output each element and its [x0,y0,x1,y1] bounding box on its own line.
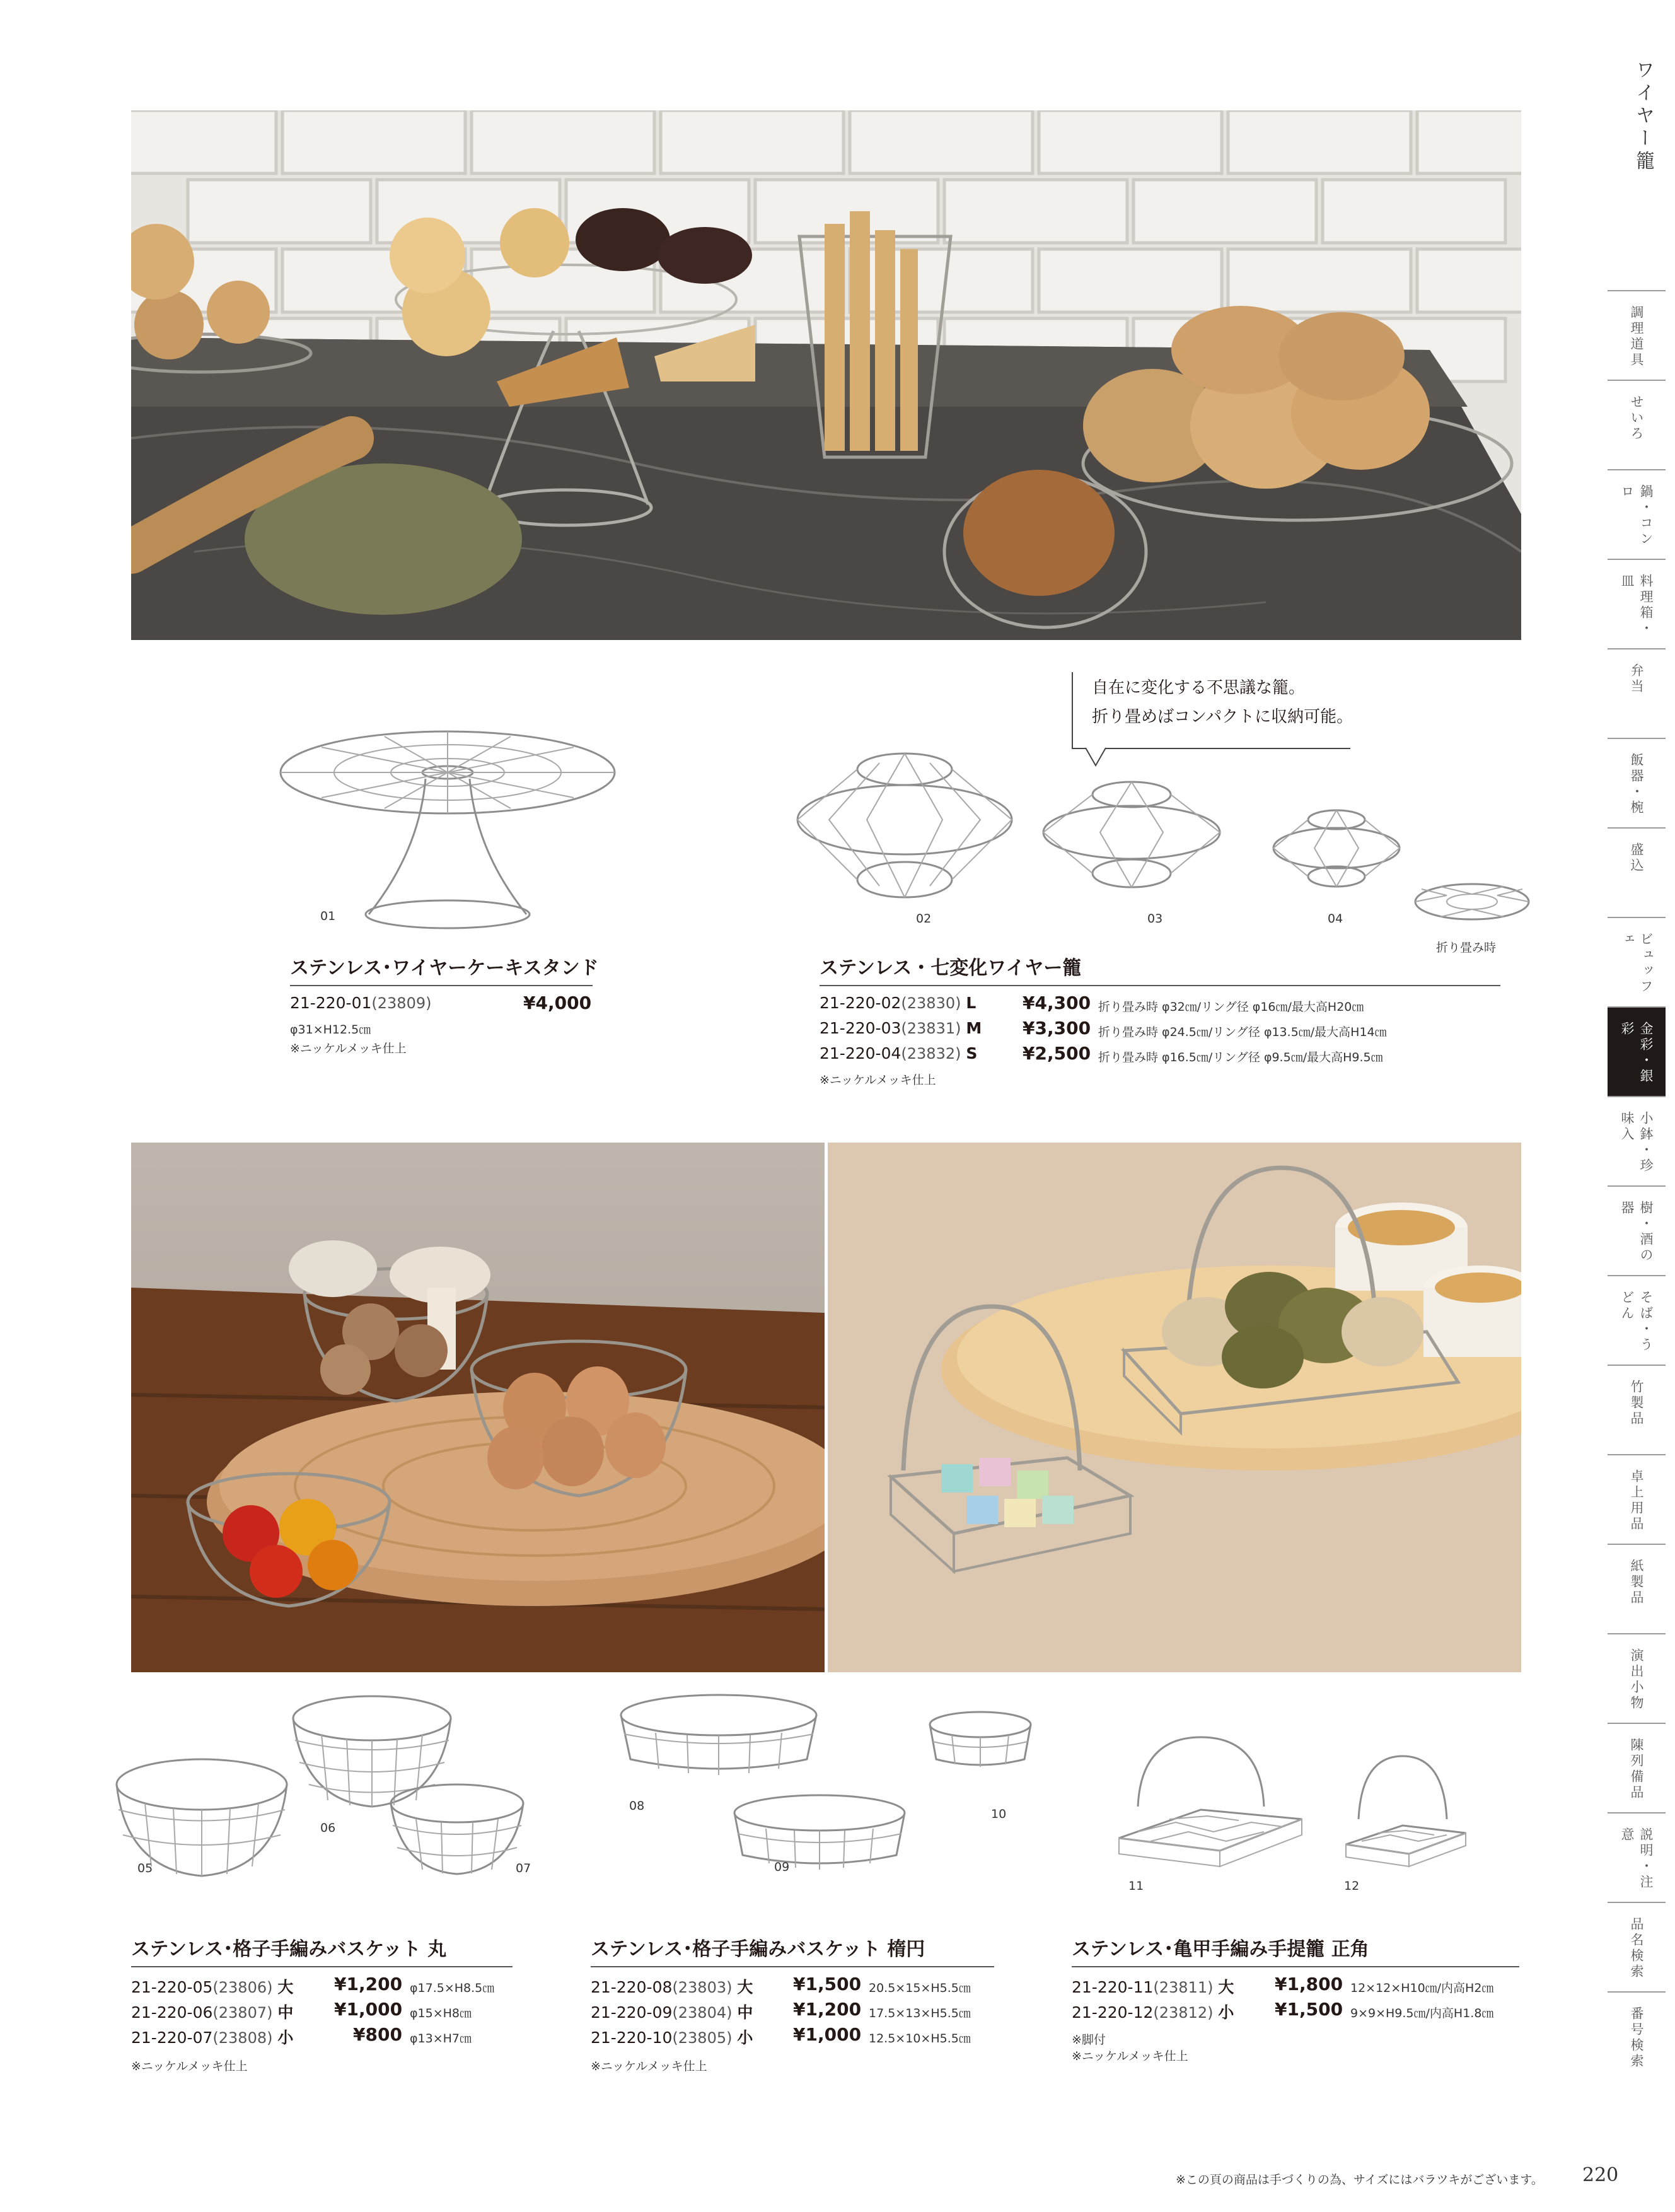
sidebar-item-food-boxes[interactable] [1608,559,1666,648]
catalog-number: (23805) [672,2029,733,2047]
handle-basket-image [1113,1725,1478,1882]
sidebar-item-pots[interactable] [1608,469,1666,559]
sidebar-item-cooking-tools[interactable] [1608,290,1666,380]
cake-stand-image [271,725,624,933]
product-note-legs: ※脚付 [1072,2033,1106,2047]
product-spec [1098,1022,1387,1040]
sidebar-item-label: 小鉢・珍味入 [1620,1111,1654,1174]
sidebar-item-label: 飯器・椀 [1629,753,1644,816]
page-number: 220 [1582,2164,1619,2186]
price-value: ¥1,800 [1275,1974,1343,1994]
sidebar-item-bamboo[interactable] [1608,1365,1666,1454]
product-row [591,1975,753,1998]
product-note: ※ニッケルメッキ仕上 [591,2059,707,2073]
size-label: 大 [737,1978,753,1996]
product-price [1023,1018,1091,1039]
product-code: 21-220-10 [591,2029,673,2047]
product-note: ※ニッケルメッキ仕上 [290,1042,407,1056]
spec-value: φ17.5×H8.5㎝ [410,1981,495,1995]
catalog-number: (23806) [212,1979,273,1996]
catalog-number: (23811) [1153,1979,1214,1996]
catalog-number: (23808) [212,2029,273,2047]
product-spec [1098,1047,1383,1065]
size-label: M [966,1019,982,1037]
sidebar-item-label: 卓上用品 [1629,1469,1644,1532]
item-number-08: 08 [629,1799,645,1813]
size-label: 小 [737,2029,753,2047]
product-row [131,2000,293,2023]
size-label: 中 [737,2003,753,2022]
product-price [353,2024,402,2045]
item-number-02: 02 [916,912,932,926]
product-row [131,2025,293,2048]
callout-line-1: 自在に変化する不思議な籠。 [1092,678,1306,697]
product-price [793,1999,861,2020]
product-code: 21-220-03 [820,1019,901,1037]
price-value: ¥800 [353,2024,402,2045]
product-spec [410,1977,494,1996]
sidebar-item-label: 料理箱・皿 [1620,574,1654,637]
product-spec [410,2028,472,2046]
product-price [1023,992,1091,1013]
product-code: 21-220-04 [820,1044,901,1062]
spec-value: 折り畳み時 φ16.5㎝/リング径 φ9.5㎝/最大高H9.5㎝ [1098,1051,1383,1064]
catalog-number: (23809) [371,994,432,1012]
product-spec: φ31×H12.5㎝ [290,1023,371,1037]
product-note: ※ニッケルメッキ仕上 [131,2059,248,2073]
catalog-number: (23831) [901,1020,961,1037]
callout-box [1072,672,1353,749]
product-title-round-basket: ステンレス･格子手編みバスケット 丸 [131,1938,447,1960]
price-value: ¥4,000 [523,992,592,1013]
folding-basket-image [791,744,1532,927]
sidebar-item-label: 金彩・銀彩 [1620,1022,1654,1085]
catalog-number: (23804) [672,2004,733,2022]
product-spec [1098,996,1364,1015]
product-note: ※ニッケルメッキ仕上 [1072,2049,1188,2063]
product-code: 21-220-08 [591,1978,673,1996]
item-number-03: 03 [1147,912,1163,926]
sidebar-item-props[interactable] [1608,1633,1666,1723]
sidebar-item-label: 調理道具 [1629,305,1644,368]
sidebar-item-display[interactable] [1608,1723,1666,1812]
sidebar-item-label: 番号検索 [1629,2006,1644,2069]
sidebar-item-bento[interactable] [1608,648,1666,738]
price-value: ¥2,500 [1023,1043,1091,1064]
sidebar-nav [1608,290,1666,2081]
sidebar-item-label: 品名検索 [1629,1917,1644,1980]
item-number-06: 06 [320,1821,336,1835]
product-price [793,1974,861,1994]
product-price [1023,1043,1091,1064]
item-number-07: 07 [516,1861,531,1875]
title-rule [591,1966,994,1967]
sidebar-item-label: 竹製品 [1629,1380,1644,1427]
price-value: ¥3,300 [1023,1018,1091,1039]
product-title-oval-basket: ステンレス･格子手編みバスケット 楕円 [591,1938,925,1960]
photo-round-baskets [131,1143,825,1672]
item-number-11: 11 [1128,1879,1144,1893]
product-code: 21-220-05 [131,1978,213,1996]
product-code: 21-220-01 [290,994,372,1012]
photo-handle-baskets [828,1143,1521,1672]
sidebar-item-tabletop[interactable] [1608,1454,1666,1544]
sidebar-item-label: 弁当 [1629,663,1644,695]
size-label: 中 [277,2003,294,2022]
spec-value: 9×9×H9.5㎝/内高H1.8㎝ [1350,2006,1494,2020]
title-rule [1072,1966,1519,1967]
product-price [793,2024,861,2045]
catalog-number: (23803) [672,1979,733,1996]
title-rule [290,985,593,986]
product-row [1072,2000,1234,2023]
spec-value: 折り畳み時 φ24.5㎝/リング径 φ13.5㎝/最大高H14㎝ [1098,1025,1387,1039]
product-price [334,1999,402,2020]
price-value: ¥1,000 [334,1999,403,2020]
sidebar-item-name-search[interactable] [1608,1902,1666,1991]
product-row [591,2000,753,2023]
product-spec [1350,2003,1493,2021]
product-price [523,992,591,1013]
spec-value: 17.5×13×H5.5㎝ [869,2006,971,2020]
product-spec [1350,1977,1493,1996]
product-spec [869,1977,971,1996]
size-label: 大 [1218,1978,1234,1996]
size-label: 大 [277,1978,294,1996]
folded-label: 折り畳み時 [1436,941,1497,955]
sidebar-item-sake-ware[interactable] [1608,1185,1666,1275]
item-number-01: 01 [320,909,336,923]
sidebar-item-label: ビュッフェ [1620,932,1654,995]
footer-note: ※この頁の商品は手づくりの為、サイズにはバラツキがございます。 [1176,2173,1543,2187]
product-row [820,1019,982,1037]
product-row [820,994,976,1012]
catalog-number: (23807) [212,2004,273,2022]
product-title-cake-stand: ステンレス･ワイヤーケーキスタンド [290,957,599,979]
size-label: S [966,1044,978,1062]
title-rule [820,985,1500,986]
sidebar-item-seiro[interactable] [1608,380,1666,469]
product-spec [410,2003,472,2021]
size-label: 小 [1218,2003,1234,2022]
product-code: 21-220-12 [1072,2003,1154,2022]
item-number-10: 10 [991,1807,1007,1821]
price-value: ¥1,500 [793,1974,862,1994]
product-code: 21-220-09 [591,2003,673,2022]
catalog-number: (23812) [1153,2004,1214,2022]
catalog-number: (23830) [901,994,961,1012]
price-value: ¥1,200 [334,1974,403,1994]
product-code: 21-220-06 [131,2003,213,2022]
product-row [131,1975,293,1998]
sidebar-item-label: 演出小物 [1629,1648,1644,1711]
hero-photo-bakery [131,110,1521,640]
product-code: 21-220-02 [820,994,901,1012]
round-basket-image [113,1690,574,1879]
section-title: ワイヤー籠 [1632,60,1654,173]
product-price [1275,1974,1343,1994]
sidebar-item-notes[interactable] [1608,1812,1666,1902]
price-value: ¥1,000 [793,2024,862,2045]
spec-value: 20.5×15×H5.5㎝ [869,1981,971,1995]
oval-basket-image [618,1690,1034,1873]
sidebar-item-label: 紙製品 [1629,1559,1644,1606]
sidebar-item-label: 盛込 [1629,842,1644,874]
price-value: ¥4,300 [1023,992,1091,1013]
price-value: ¥1,200 [793,1999,862,2020]
item-number-09: 09 [774,1860,790,1874]
product-title-folding-basket: ステンレス・七変化ワイヤー籠 [820,957,1082,979]
sidebar-item-label: 陳列備品 [1629,1738,1644,1801]
callout-line-2: 折り畳めばコンパクトに収納可能。 [1092,707,1353,726]
sidebar-item-label: 説明・注意 [1620,1827,1654,1890]
product-price [1275,1999,1343,2020]
product-title-handle-basket: ステンレス･亀甲手編み手提籠 正角 [1072,1938,1369,1960]
product-code: 21-220-11 [1072,1978,1154,1996]
spec-value: 12×12×H10㎝/内高H2㎝ [1350,1981,1494,1995]
catalog-number: (23832) [901,1045,961,1062]
sidebar-item-label: そば・うどん [1620,1290,1654,1353]
price-value: ¥1,500 [1275,1999,1343,2020]
sidebar-item-label: 鍋・コンロ [1620,484,1654,547]
product-code: 21-220-07 [131,2029,213,2047]
title-rule [131,1966,513,1967]
product-note: ※ニッケルメッキ仕上 [820,1073,936,1087]
product-row [1072,1975,1234,1998]
sidebar-item-number-search[interactable] [1608,1991,1666,2081]
size-label: 小 [277,2029,294,2047]
size-label: L [966,994,977,1012]
spec-value: φ15×H8㎝ [410,2006,472,2020]
spec-value: φ13×H7㎝ [410,2032,472,2046]
sidebar-item-label: 樹・酒の器 [1620,1201,1654,1264]
sidebar-item-small-bowls[interactable] [1608,1096,1666,1185]
product-spec [869,2003,971,2021]
sidebar-item-rice-bowls[interactable] [1608,738,1666,827]
spec-value: 折り畳み時 φ32㎝/リング径 φ16㎝/最大高H20㎝ [1098,1000,1364,1014]
item-number-12: 12 [1344,1879,1360,1893]
item-number-04: 04 [1328,912,1343,926]
sidebar-item-buffet[interactable] [1608,917,1666,1006]
item-number-05: 05 [137,1861,153,1875]
sidebar-item-gold-silver[interactable] [1608,1006,1666,1096]
product-row [591,2025,753,2048]
sidebar-item-label: せいろ [1629,395,1644,442]
product-price [334,1974,402,1994]
sidebar-item-platters[interactable] [1608,827,1666,917]
product-row [820,1044,977,1062]
spec-value: 12.5×10×H5.5㎝ [869,2032,971,2046]
sidebar-item-soba-udon[interactable] [1608,1275,1666,1365]
product-spec [869,2028,971,2046]
product-row [290,994,431,1012]
sidebar-item-paper[interactable] [1608,1544,1666,1633]
